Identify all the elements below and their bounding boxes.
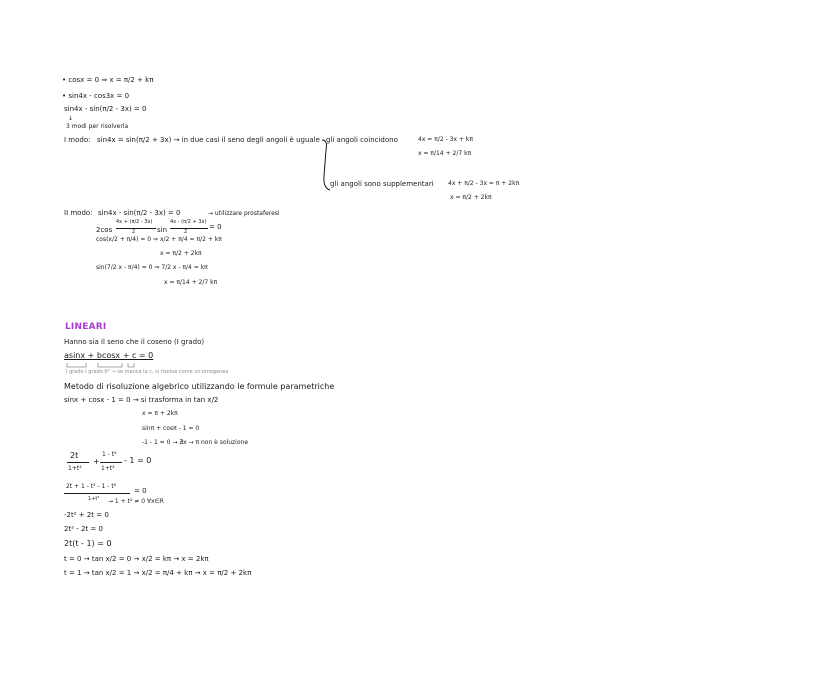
comb-den: 1+t² [88, 496, 100, 502]
case1-eq1: 4x = π/2 - 3x + kπ [418, 136, 473, 143]
case2-eq1: 4x + π/2 - 3x = π + 2kπ [448, 180, 520, 187]
step2: 2t² - 2t = 0 [64, 525, 103, 533]
comb-eq: = 0 [134, 487, 147, 495]
frac1-bar [67, 462, 89, 463]
frac2-bar [100, 462, 122, 463]
modo2-equation: sin4x - sin(π/2 - 3x) = 0 [98, 209, 181, 217]
note-three-methods: 3 modi per risolverla [66, 123, 129, 130]
frac2-den: 1+t² [101, 465, 115, 472]
lineari-ex-c: -1 - 1 = 0 → ∄x → π non è soluzione [142, 439, 249, 446]
case1-text: gli angoli coincidono [326, 136, 398, 144]
prosta-num1: 4x + (π/2 - 3x) [116, 219, 153, 225]
case1-eq2: x = π/14 + 2/7 kπ [418, 150, 472, 157]
lineari-method: Metodo di risoluzione algebrico utilizzando le formule parametriche [64, 382, 335, 391]
prosta-num2: 4x - (π/2 + 3x) [170, 219, 207, 225]
prosta-sin: sin [157, 226, 168, 234]
prosta-bar1 [116, 228, 156, 229]
note-line-cos: • cosx = 0 ⇒ x = π/2 + kπ [62, 76, 154, 84]
comb-num: 2t + 1 - t² - 1 - t² [66, 483, 117, 490]
note-line-sin4x: • sin4x - cos3x = 0 [62, 92, 130, 100]
note-arrow-down: ↓ [68, 115, 74, 122]
frac1-den: 1+t² [68, 465, 82, 472]
comb-bar [64, 493, 130, 494]
lineari-intro: Hanno sia il seno che il coseno (I grado) [64, 338, 205, 346]
comb-note: → 1 + t² ≠ 0 ∀x∈R [108, 498, 164, 505]
lineari-heading: LINEARI [65, 322, 107, 332]
modo2-line3: x = π/2 + 2kπ [160, 250, 202, 257]
frac-tail: - 1 = 0 [124, 456, 152, 465]
prosta-post: = 0 [209, 223, 222, 231]
frac1-num: 2t [70, 451, 79, 460]
prosta-den1: 2 [132, 229, 136, 235]
step1: -2t² + 2t = 0 [64, 511, 109, 519]
prosta-pre: 2cos [96, 226, 113, 234]
modo2-line5: x = π/14 + 2/7 kπ [164, 279, 218, 286]
frac2-num: 1 - t² [102, 451, 117, 458]
note-line-sin4x-sin: sin4x - sin(π/2 - 3x) = 0 [64, 105, 147, 113]
prosta-bar2 [170, 228, 208, 229]
modo2-label: II modo: [64, 209, 93, 217]
lineari-ex-a: x = π + 2kπ [142, 410, 178, 417]
lineari-example: sinx + cosx - 1 = 0 → si trasforma in tan x/2 [64, 396, 219, 404]
case2-text: gli angoli sono supplementari [330, 180, 434, 188]
modo1-equation: sin4x = sin(π/2 + 3x) → in due casi il seno degli angoli è uguale [97, 136, 320, 144]
step4: t = 0 → tan x/2 = 0 → x/2 = kπ → x = 2kπ [64, 555, 209, 563]
modo2-note: → utilizzare prostaferesi [208, 210, 280, 217]
step3: 2t(t - 1) = 0 [64, 539, 112, 548]
prosta-den2: 2 [184, 229, 188, 235]
lineari-annotation: I grado I grado 0° → se manca la c, si risolve come un'omogenea [66, 369, 229, 375]
modo1-label: I modo: [64, 136, 91, 144]
step5: t = 1 → tan x/2 = 1 → x/2 = π/4 + kπ → x = π/2 + 2kπ [64, 569, 252, 577]
frac-plus: + [93, 457, 100, 466]
modo2-line2: cos(x/2 + π/4) = 0 ⇒ x/2 + π/4 = π/2 + kπ [96, 236, 222, 243]
lineari-form: asinx + bcosx + c = 0 [64, 351, 154, 360]
case2-eq2: x = π/2 + 2kπ [450, 194, 492, 201]
lineari-ex-b: sinπ + cosπ - 1 = 0 [142, 425, 200, 432]
modo2-line4: sin(7/2 x - π/4) = 0 ⇒ 7/2 x - π/4 = kπ [96, 264, 208, 271]
